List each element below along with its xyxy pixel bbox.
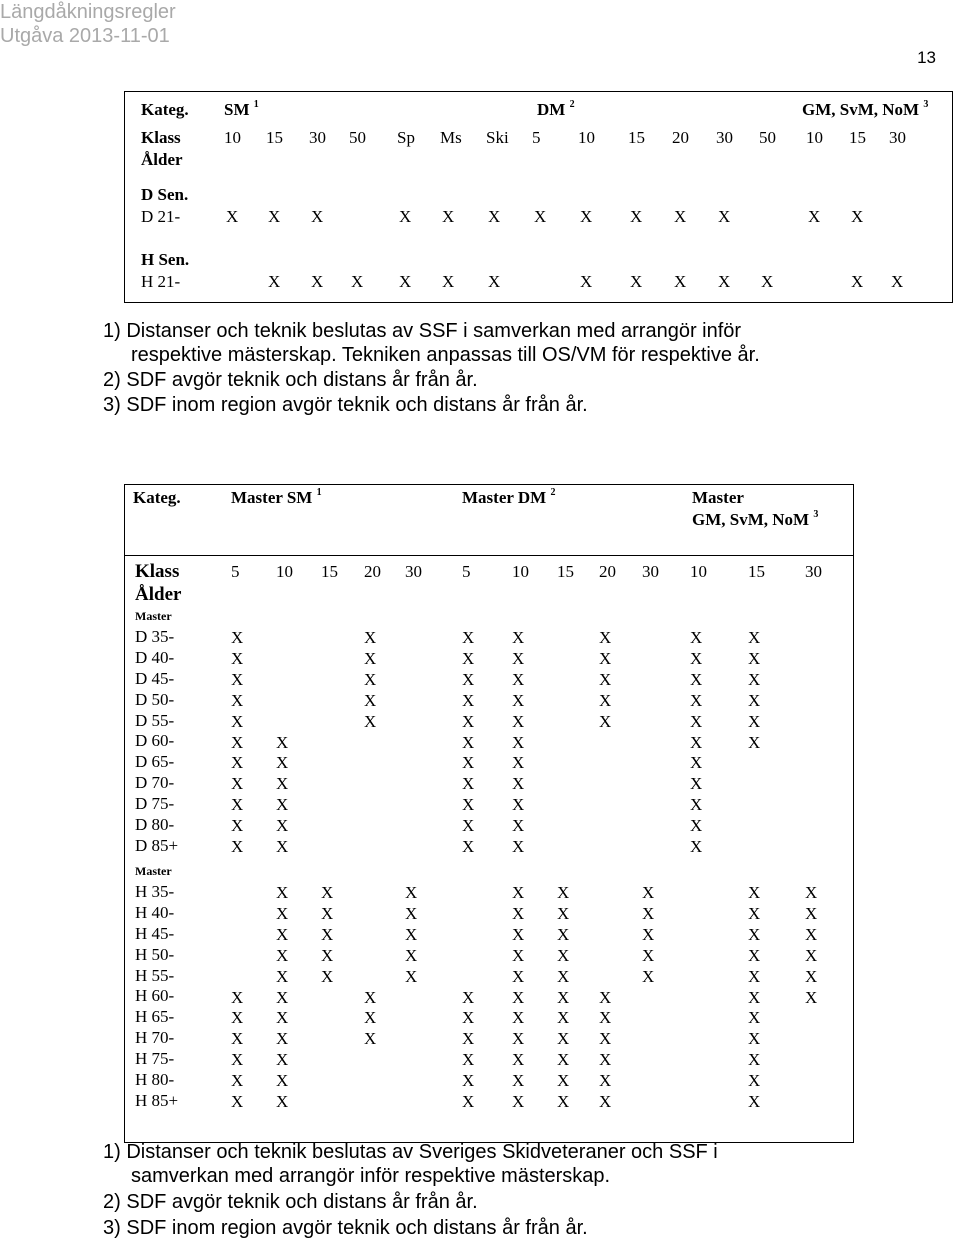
mark-x: X <box>534 207 547 226</box>
mark-x: X <box>231 1008 244 1028</box>
mark-x: X <box>557 945 570 965</box>
mark-x: X <box>690 753 703 773</box>
mark-x: X <box>462 753 475 773</box>
mark-x: X <box>462 1050 475 1070</box>
mark-x: X <box>512 883 525 902</box>
mark-x: X <box>718 272 731 291</box>
mark-x: X <box>642 966 655 986</box>
mark-x: X <box>276 837 289 856</box>
mark-x: X <box>599 1029 612 1049</box>
mark-x: X <box>462 1029 475 1049</box>
mark-x: X <box>512 837 525 856</box>
mark-x: X <box>276 945 289 965</box>
mark-x: X <box>599 1092 612 1111</box>
note2-3: 3) SDF inom region avgör teknik och distans år från år. <box>103 1217 588 1239</box>
mark-x: X <box>364 987 377 1007</box>
mark-x: X <box>748 883 761 902</box>
mark-x: X <box>399 207 412 226</box>
note-2: 2) SDF avgör teknik och distans år från år. <box>103 369 478 391</box>
table1-distance: Ski <box>486 128 509 147</box>
note2-1-continued: samverkan med arrangör inför respektive mästerskap. <box>131 1165 611 1187</box>
mark-x: X <box>231 711 244 731</box>
table2-kateg-header: Kateg. <box>133 488 181 507</box>
note-3: 3) SDF inom region avgör teknik och distans år från år. <box>103 394 588 416</box>
table1-distance: 30 <box>309 128 326 147</box>
mark-x: X <box>748 1050 761 1070</box>
mark-x: X <box>364 1029 377 1049</box>
mark-x: X <box>462 711 475 731</box>
mark-x: X <box>512 732 525 752</box>
mark-x: X <box>231 690 244 710</box>
mark-x: X <box>512 711 525 731</box>
mark-x: X <box>231 628 244 647</box>
age-class-label: D 55- <box>135 710 175 730</box>
table2-alder-label: Ålder <box>135 584 182 605</box>
mark-x: X <box>231 837 244 856</box>
women-master-label: Master <box>135 609 172 623</box>
mark-x: X <box>364 690 377 710</box>
mark-x: X <box>805 903 818 923</box>
table2-distance: 10 <box>512 562 529 581</box>
mark-x: X <box>557 987 570 1007</box>
mark-x: X <box>512 945 525 965</box>
mark-x: X <box>557 883 570 902</box>
mark-x: X <box>462 628 475 647</box>
table1-row-label: D Sen. <box>141 185 189 204</box>
mark-x: X <box>557 1071 570 1091</box>
mark-x: X <box>690 648 703 668</box>
mark-x: X <box>599 1071 612 1091</box>
mark-x: X <box>674 207 687 226</box>
age-class-label: H 60- <box>135 986 175 1006</box>
mark-x: X <box>748 1008 761 1028</box>
mark-x: X <box>512 1050 525 1070</box>
age-class-label: H 55- <box>135 965 175 985</box>
age-class-label: H 50- <box>135 944 175 964</box>
table-senior <box>124 91 953 303</box>
mark-x: X <box>512 924 525 944</box>
table2-distance: 30 <box>642 562 659 581</box>
mark-x: X <box>512 648 525 668</box>
table1-group-sm: SM $^1$ <box>224 99 259 119</box>
mark-x: X <box>488 207 501 226</box>
age-class-label: D 40- <box>135 647 175 667</box>
mark-x: X <box>557 1008 570 1028</box>
mark-x: X <box>462 669 475 689</box>
mark-x: X <box>599 1050 612 1070</box>
mark-x: X <box>748 903 761 923</box>
mark-x: X <box>321 924 334 944</box>
men-age-list <box>135 882 178 1112</box>
mark-x: X <box>512 816 525 836</box>
mark-x: X <box>231 669 244 689</box>
mark-x: X <box>231 774 244 794</box>
page-number: 13 <box>917 48 936 67</box>
age-class-label: H 85+ <box>135 1090 179 1110</box>
table1-distance: 15 <box>266 128 283 147</box>
mark-x: X <box>442 207 455 226</box>
table2-distance: 5 <box>462 562 471 581</box>
mark-x: X <box>805 883 818 902</box>
mark-x: X <box>761 272 774 291</box>
mark-x: X <box>748 690 761 710</box>
mark-x: X <box>321 945 334 965</box>
mark-x: X <box>231 1029 244 1049</box>
mark-x: X <box>557 1092 570 1111</box>
men-label-column <box>135 861 178 1112</box>
mark-x: X <box>276 732 289 752</box>
mark-x: X <box>442 272 455 291</box>
table1-distance: 50 <box>349 128 366 147</box>
mark-x: X <box>321 883 334 902</box>
mark-x: X <box>405 903 418 923</box>
table2-distance: 30 <box>405 562 422 581</box>
mark-x: X <box>748 924 761 944</box>
mark-x: X <box>690 669 703 689</box>
mark-x: X <box>276 1071 289 1091</box>
mark-x: X <box>690 628 703 647</box>
table1-alder-label: Ålder <box>141 150 183 169</box>
mark-x: X <box>512 1071 525 1091</box>
mark-x: X <box>276 753 289 773</box>
mark-x: X <box>399 272 412 291</box>
mark-x: X <box>512 690 525 710</box>
mark-x: X <box>690 732 703 752</box>
mark-x: X <box>462 1008 475 1028</box>
mark-x: X <box>599 1008 612 1028</box>
mark-x: X <box>630 207 643 226</box>
mark-x: X <box>351 272 364 291</box>
table2-distance: 30 <box>805 562 822 581</box>
mark-x: X <box>748 648 761 668</box>
table2-group-dm: Master DM $^2$ <box>462 487 556 507</box>
age-class-label: H 65- <box>135 1007 175 1027</box>
mark-x: X <box>462 648 475 668</box>
mark-x: X <box>364 669 377 689</box>
note-1-continued: respektive mästerskap. Tekniken anpassas till OS/VM för respektive år. <box>131 344 760 366</box>
mark-x: X <box>405 924 418 944</box>
mark-x: X <box>276 1029 289 1049</box>
mark-x: X <box>311 207 324 226</box>
mark-x: X <box>512 966 525 986</box>
mark-x: X <box>231 795 244 815</box>
mark-x: X <box>405 945 418 965</box>
mark-x: X <box>748 711 761 731</box>
mark-x: X <box>599 711 612 731</box>
mark-x: X <box>488 272 501 291</box>
table1-distance: 30 <box>889 128 906 147</box>
women-age-list <box>135 627 178 857</box>
mark-x: X <box>462 1092 475 1111</box>
mark-x: X <box>690 690 703 710</box>
mark-x: X <box>231 816 244 836</box>
mark-x: X <box>231 753 244 773</box>
mark-x: X <box>690 795 703 815</box>
mark-x: X <box>599 648 612 668</box>
age-class-label: H 40- <box>135 902 175 922</box>
table1-distance: Sp <box>397 128 415 147</box>
mark-x: X <box>805 987 818 1007</box>
document-edition: Utgåva 2013-11-01 <box>0 25 170 47</box>
table1-distance: 30 <box>716 128 733 147</box>
mark-x: X <box>642 945 655 965</box>
men-master-label: Master <box>135 864 172 878</box>
mark-x: X <box>231 987 244 1007</box>
table1-group-gm: GM, SvM, NoM $^3$ <box>802 99 929 119</box>
age-class-label: D 35- <box>135 626 175 646</box>
mark-x: X <box>231 732 244 752</box>
mark-x: X <box>268 207 281 226</box>
table1-distance: 50 <box>759 128 776 147</box>
mark-x: X <box>276 883 289 902</box>
mark-x: X <box>690 816 703 836</box>
table1-distance: Ms <box>440 128 462 147</box>
mark-x: X <box>276 924 289 944</box>
mark-x: X <box>276 1008 289 1028</box>
mark-x: X <box>557 966 570 986</box>
mark-x: X <box>599 690 612 710</box>
table2-distance: 15 <box>557 562 574 581</box>
age-class-label: D 70- <box>135 773 175 793</box>
table2-distance: 10 <box>276 562 293 581</box>
table1-distance: 10 <box>578 128 595 147</box>
age-class-label: D 45- <box>135 668 175 688</box>
mark-x: X <box>276 987 289 1007</box>
note-1: 1) Distanser och teknik beslutas av SSF i samverkan med arrangör inför <box>103 320 742 342</box>
mark-x: X <box>851 207 864 226</box>
mark-x: X <box>580 207 593 226</box>
mark-x: X <box>276 816 289 836</box>
mark-x: X <box>512 795 525 815</box>
mark-x: X <box>642 924 655 944</box>
mark-x: X <box>512 774 525 794</box>
age-class-label: D 75- <box>135 794 175 814</box>
mark-x: X <box>748 1029 761 1049</box>
document-title: Längdåkningsregler <box>0 1 176 23</box>
mark-x: X <box>748 732 761 752</box>
mark-x: X <box>690 774 703 794</box>
mark-x: X <box>321 966 334 986</box>
table2-distance: 20 <box>364 562 381 581</box>
mark-x: X <box>276 774 289 794</box>
mark-x: X <box>276 795 289 815</box>
mark-x: X <box>462 837 475 856</box>
table2-distance: 5 <box>231 562 240 581</box>
running-header <box>0 0 176 48</box>
age-class-label: D 65- <box>135 752 175 772</box>
mark-x: X <box>690 837 703 856</box>
mark-x: X <box>462 690 475 710</box>
mark-x: X <box>642 883 655 902</box>
table1-row-label: H Sen. <box>141 250 190 269</box>
mark-x: X <box>462 795 475 815</box>
mark-x: X <box>748 987 761 1007</box>
mark-x: X <box>276 1050 289 1070</box>
mark-x: X <box>231 1071 244 1091</box>
mark-x: X <box>748 1071 761 1091</box>
mark-x: X <box>405 883 418 902</box>
mark-x: X <box>512 628 525 647</box>
age-class-label: H 75- <box>135 1049 175 1069</box>
mark-x: X <box>462 816 475 836</box>
mark-x: X <box>557 924 570 944</box>
age-class-label: H 80- <box>135 1070 175 1090</box>
table1-kateg-header: Kateg. <box>141 100 189 119</box>
table1-klass-label: Klass <box>141 128 181 147</box>
age-class-label: D 85+ <box>135 835 179 855</box>
table2-klass-label: Klass <box>135 561 180 582</box>
age-class-label: D 80- <box>135 815 175 835</box>
mark-x: X <box>405 966 418 986</box>
age-class-label: D 50- <box>135 689 175 709</box>
mark-x: X <box>276 966 289 986</box>
mark-x: X <box>891 272 904 291</box>
mark-x: X <box>748 1092 761 1111</box>
mark-x: X <box>512 903 525 923</box>
mark-x: X <box>231 1092 244 1111</box>
table2-group-gm: Master <box>692 488 744 507</box>
table2-distance: 10 <box>690 562 707 581</box>
age-class-label: D 60- <box>135 731 175 751</box>
age-class-label: H 35- <box>135 881 175 901</box>
mark-x: X <box>748 669 761 689</box>
mark-x: X <box>718 207 731 226</box>
mark-x: X <box>268 272 281 291</box>
mark-x: X <box>276 1092 289 1111</box>
mark-x: X <box>599 628 612 647</box>
table1-distance: 5 <box>532 128 541 147</box>
mark-x: X <box>462 774 475 794</box>
table1-distance: 10 <box>224 128 241 147</box>
mark-x: X <box>642 903 655 923</box>
table1-row-label: D 21- <box>141 207 181 226</box>
mark-x: X <box>512 1008 525 1028</box>
table1-distance: 15 <box>849 128 866 147</box>
table1-distance: 20 <box>672 128 689 147</box>
mark-x: X <box>311 272 324 291</box>
mark-x: X <box>808 207 821 226</box>
mark-x: X <box>748 945 761 965</box>
note2-2: 2) SDF avgör teknik och distans år från år. <box>103 1191 478 1213</box>
mark-x: X <box>805 945 818 965</box>
mark-x: X <box>231 1050 244 1070</box>
mark-x: X <box>748 966 761 986</box>
mark-x: X <box>557 1050 570 1070</box>
table1-distance: 15 <box>628 128 645 147</box>
mark-x: X <box>364 1008 377 1028</box>
mark-x: X <box>599 669 612 689</box>
note2-1: 1) Distanser och teknik beslutas av Sveriges Skidveteraner och SSF i <box>103 1141 718 1163</box>
mark-x: X <box>321 903 334 923</box>
mark-x: X <box>231 648 244 668</box>
table2-distance: 20 <box>599 562 616 581</box>
table2-distance: 15 <box>321 562 338 581</box>
mark-x: X <box>851 272 864 291</box>
mark-x: X <box>630 272 643 291</box>
mark-x: X <box>512 987 525 1007</box>
mark-x: X <box>748 628 761 647</box>
mark-x: X <box>462 987 475 1007</box>
mark-x: X <box>805 966 818 986</box>
women-label-column <box>135 606 178 857</box>
mark-x: X <box>805 924 818 944</box>
mark-x: X <box>599 987 612 1007</box>
mark-x: X <box>512 1092 525 1111</box>
table2-distance: 15 <box>748 562 765 581</box>
table1-group-dm: DM $^2$ <box>537 99 575 119</box>
age-class-label: H 70- <box>135 1028 175 1048</box>
mark-x: X <box>580 272 593 291</box>
mark-x: X <box>462 732 475 752</box>
mark-x: X <box>557 1029 570 1049</box>
mark-x: X <box>512 753 525 773</box>
mark-x: X <box>557 903 570 923</box>
age-class-label: H 45- <box>135 923 175 943</box>
mark-x: X <box>512 669 525 689</box>
table1-distance: 10 <box>806 128 823 147</box>
mark-x: X <box>674 272 687 291</box>
mark-x: X <box>364 628 377 647</box>
table2-group-gm-line2: GM, SvM, NoM $^3$ <box>692 509 819 529</box>
mark-x: X <box>276 903 289 923</box>
mark-x: X <box>690 711 703 731</box>
table2-group-sm: Master SM $^1$ <box>231 487 322 507</box>
mark-x: X <box>364 648 377 668</box>
mark-x: X <box>462 1071 475 1091</box>
table1-row-label: H 21- <box>141 272 181 291</box>
mark-x: X <box>364 711 377 731</box>
mark-x: X <box>226 207 239 226</box>
mark-x: X <box>512 1029 525 1049</box>
